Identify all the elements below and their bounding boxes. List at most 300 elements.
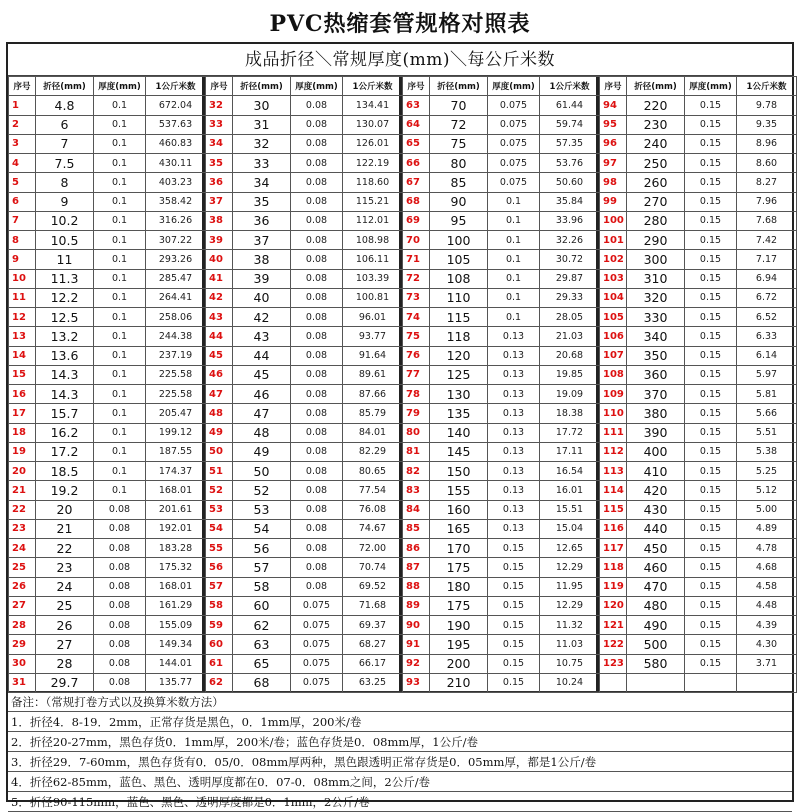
row-index: 49	[206, 423, 233, 442]
row-meters: 63.25	[343, 673, 403, 692]
row-diameter: 45	[233, 365, 291, 384]
row-index: 25	[9, 558, 36, 577]
table-row	[9, 288, 206, 307]
row-diameter: 56	[233, 539, 291, 558]
row-diameter: 72	[430, 115, 488, 134]
row-index: 95	[600, 115, 627, 134]
table-row	[600, 211, 797, 230]
row-diameter: 12.5	[36, 308, 94, 327]
row-thickness: 0.1	[94, 154, 146, 173]
table-row	[9, 500, 206, 519]
row-index: 78	[403, 385, 430, 404]
spec-block-3	[402, 76, 599, 691]
row-diameter: 85	[430, 173, 488, 192]
row-meters: 168.01	[146, 481, 206, 500]
row-index: 69	[403, 211, 430, 230]
row-meters: 7.68	[737, 211, 797, 230]
row-index: 14	[9, 346, 36, 365]
row-meters: 237.19	[146, 346, 206, 365]
row-meters: 5.38	[737, 442, 797, 461]
row-index: 35	[206, 154, 233, 173]
header-diameter: 折径(mm)	[233, 77, 291, 96]
row-index: 27	[9, 596, 36, 615]
row-diameter: 29.7	[36, 673, 94, 692]
row-diameter: 360	[627, 365, 685, 384]
table-row	[600, 173, 797, 192]
table-row	[206, 211, 403, 230]
row-index: 38	[206, 211, 233, 230]
row-index: 21	[9, 481, 36, 500]
row-thickness: 0.075	[291, 616, 343, 635]
table-row	[206, 616, 403, 635]
row-index: 47	[206, 385, 233, 404]
table-row	[9, 115, 206, 134]
row-index: 77	[403, 365, 430, 384]
table-row	[403, 616, 600, 635]
row-thickness: 0.15	[685, 308, 737, 327]
table-row	[206, 423, 403, 442]
row-meters: 112.01	[343, 211, 403, 230]
row-thickness: 0.075	[488, 96, 540, 115]
row-diameter: 400	[627, 442, 685, 461]
header-thickness: 厚度(mm)	[488, 77, 540, 96]
row-index: 45	[206, 346, 233, 365]
row-meters: 5.00	[737, 500, 797, 519]
row-diameter: 440	[627, 519, 685, 538]
row-index: 120	[600, 596, 627, 615]
row-diameter: 410	[627, 462, 685, 481]
row-index: 50	[206, 442, 233, 461]
table-row	[403, 231, 600, 250]
row-thickness: 0.08	[291, 173, 343, 192]
row-meters: 59.74	[540, 115, 600, 134]
row-thickness: 0.075	[291, 596, 343, 615]
row-diameter: 11	[36, 250, 94, 269]
row-diameter: 32	[233, 134, 291, 153]
row-diameter: 58	[233, 577, 291, 596]
row-index: 46	[206, 365, 233, 384]
row-thickness: 0.1	[94, 231, 146, 250]
row-meters: 122.19	[343, 154, 403, 173]
row-thickness: 0.15	[488, 635, 540, 654]
table-row	[9, 231, 206, 250]
row-meters: 6.14	[737, 346, 797, 365]
row-thickness: 0.13	[488, 385, 540, 404]
row-meters: 199.12	[146, 423, 206, 442]
row-diameter: 63	[233, 635, 291, 654]
row-index: 92	[403, 654, 430, 673]
row-meters: 17.11	[540, 442, 600, 461]
row-thickness: 0.1	[94, 192, 146, 211]
note-line: 1．折径4．8-19．2mm，正常存货是黑色，0．1mm厚，200米/卷	[8, 712, 792, 732]
row-thickness: 0.15	[685, 288, 737, 307]
row-index: 10	[9, 269, 36, 288]
table-header-row	[9, 77, 206, 96]
row-thickness: 0.15	[685, 539, 737, 558]
row-thickness: 0.08	[291, 231, 343, 250]
row-index: 102	[600, 250, 627, 269]
row-meters: 192.01	[146, 519, 206, 538]
row-index: 41	[206, 269, 233, 288]
row-thickness: 0.08	[291, 423, 343, 442]
row-diameter: 13.6	[36, 346, 94, 365]
row-diameter: 65	[233, 654, 291, 673]
row-meters: 5.25	[737, 462, 797, 481]
row-diameter: 490	[627, 616, 685, 635]
row-index: 51	[206, 462, 233, 481]
notes-heading: 备注：（常规打卷方式以及换算米数方法）	[8, 692, 792, 712]
spec-table-blocks	[8, 76, 792, 692]
row-index: 16	[9, 385, 36, 404]
row-meters: 69.37	[343, 616, 403, 635]
table-row	[403, 673, 600, 692]
row-meters: 70.74	[343, 558, 403, 577]
row-thickness: 0.08	[291, 154, 343, 173]
row-thickness: 0.08	[291, 250, 343, 269]
row-diameter: 110	[430, 288, 488, 307]
row-diameter: 480	[627, 596, 685, 615]
row-thickness: 0.15	[488, 596, 540, 615]
table-row	[206, 115, 403, 134]
table-row	[600, 385, 797, 404]
row-meters: 10.24	[540, 673, 600, 692]
row-diameter: 280	[627, 211, 685, 230]
spec-sheet-frame	[6, 42, 794, 809]
table-row	[403, 269, 600, 288]
row-diameter: 155	[430, 481, 488, 500]
row-meters: 144.01	[146, 654, 206, 673]
row-diameter: 10.5	[36, 231, 94, 250]
row-diameter: 8	[36, 173, 94, 192]
row-meters: 15.51	[540, 500, 600, 519]
row-meters: 87.66	[343, 385, 403, 404]
row-diameter: 6	[36, 115, 94, 134]
header-meters: 1公斤米数	[343, 77, 403, 96]
row-diameter: 4.8	[36, 96, 94, 115]
row-thickness: 0.13	[488, 423, 540, 442]
row-meters: 134.41	[343, 96, 403, 115]
row-diameter: 140	[430, 423, 488, 442]
row-meters: 358.42	[146, 192, 206, 211]
table-row	[403, 577, 600, 596]
row-index: 29	[9, 635, 36, 654]
row-diameter: 39	[233, 269, 291, 288]
row-meters: 66.17	[343, 654, 403, 673]
table-row	[403, 211, 600, 230]
row-meters: 19.85	[540, 365, 600, 384]
row-diameter: 118	[430, 327, 488, 346]
row-thickness: 0.1	[94, 173, 146, 192]
row-meters: 6.72	[737, 288, 797, 307]
table-row	[600, 462, 797, 481]
table-row	[403, 115, 600, 134]
row-index: 98	[600, 173, 627, 192]
table-row	[600, 96, 797, 115]
table-row	[600, 365, 797, 384]
row-meters: 8.96	[737, 134, 797, 153]
row-meters: 672.04	[146, 96, 206, 115]
row-thickness: 0.15	[685, 519, 737, 538]
table-row	[403, 250, 600, 269]
row-thickness: 0.1	[94, 365, 146, 384]
row-diameter: 500	[627, 635, 685, 654]
row-index: 9	[9, 250, 36, 269]
row-thickness: 0.08	[291, 481, 343, 500]
header-index: 序号	[403, 77, 430, 96]
row-index: 3	[9, 134, 36, 153]
row-meters: 4.48	[737, 596, 797, 615]
table-row	[206, 192, 403, 211]
row-thickness: 0.08	[291, 192, 343, 211]
table-row	[403, 442, 600, 461]
row-thickness: 0.08	[94, 500, 146, 519]
row-index: 18	[9, 423, 36, 442]
row-index: 39	[206, 231, 233, 250]
row-diameter: 12.2	[36, 288, 94, 307]
spec-table	[205, 76, 403, 693]
row-thickness: 0.15	[685, 404, 737, 423]
table-row	[9, 269, 206, 288]
row-diameter: 27	[36, 635, 94, 654]
table-row	[600, 288, 797, 307]
row-diameter: 22	[36, 539, 94, 558]
row-thickness: 0.15	[685, 442, 737, 461]
table-row	[9, 96, 206, 115]
row-thickness: 0.1	[94, 288, 146, 307]
row-index: 109	[600, 385, 627, 404]
row-index: 32	[206, 96, 233, 115]
row-index: 63	[403, 96, 430, 115]
table-row	[9, 673, 206, 692]
row-index: 11	[9, 288, 36, 307]
row-diameter: 165	[430, 519, 488, 538]
row-thickness: 0.15	[685, 462, 737, 481]
row-thickness: 0.13	[488, 442, 540, 461]
row-diameter: 47	[233, 404, 291, 423]
row-diameter: 14.3	[36, 365, 94, 384]
row-index: 66	[403, 154, 430, 173]
row-diameter: 220	[627, 96, 685, 115]
row-meters: 108.98	[343, 231, 403, 250]
row-thickness: 0.15	[488, 558, 540, 577]
row-meters: 285.47	[146, 269, 206, 288]
table-row	[600, 539, 797, 558]
row-meters: 168.01	[146, 577, 206, 596]
row-index: 86	[403, 539, 430, 558]
row-thickness: 0.1	[94, 96, 146, 115]
row-diameter: 7.5	[36, 154, 94, 173]
header-diameter: 折径(mm)	[430, 77, 488, 96]
table-row	[600, 327, 797, 346]
row-meters: 80.65	[343, 462, 403, 481]
row-meters: 4.30	[737, 635, 797, 654]
row-thickness: 0.08	[94, 673, 146, 692]
row-thickness: 0.15	[685, 134, 737, 153]
table-row	[403, 519, 600, 538]
row-meters: 29.87	[540, 269, 600, 288]
spec-block-4	[599, 76, 796, 691]
row-index: 55	[206, 539, 233, 558]
row-meters: 69.52	[343, 577, 403, 596]
table-row	[600, 596, 797, 615]
row-meters: 174.37	[146, 462, 206, 481]
row-diameter: 33	[233, 154, 291, 173]
table-row	[9, 519, 206, 538]
row-diameter: 15.7	[36, 404, 94, 423]
row-meters: 89.61	[343, 365, 403, 384]
row-meters: 91.64	[343, 346, 403, 365]
table-row	[206, 231, 403, 250]
row-index: 33	[206, 115, 233, 134]
row-diameter: 37	[233, 231, 291, 250]
row-diameter: 380	[627, 404, 685, 423]
row-diameter: 115	[430, 308, 488, 327]
table-row	[9, 173, 206, 192]
row-meters: 74.67	[343, 519, 403, 538]
row-diameter	[627, 673, 685, 692]
row-thickness: 0.15	[685, 423, 737, 442]
table-row	[403, 539, 600, 558]
row-meters: 103.39	[343, 269, 403, 288]
row-meters: 93.77	[343, 327, 403, 346]
row-meters: 5.51	[737, 423, 797, 442]
row-diameter: 7	[36, 134, 94, 153]
row-index: 59	[206, 616, 233, 635]
row-diameter: 190	[430, 616, 488, 635]
row-meters: 76.08	[343, 500, 403, 519]
row-thickness: 0.08	[94, 596, 146, 615]
row-diameter: 53	[233, 500, 291, 519]
row-diameter: 210	[430, 673, 488, 692]
row-thickness: 0.1	[94, 442, 146, 461]
row-thickness: 0.15	[685, 654, 737, 673]
row-meters: 61.44	[540, 96, 600, 115]
row-thickness: 0.08	[291, 519, 343, 538]
row-diameter: 250	[627, 154, 685, 173]
row-thickness: 0.08	[291, 134, 343, 153]
row-meters: 29.33	[540, 288, 600, 307]
row-diameter: 9	[36, 192, 94, 211]
row-diameter: 460	[627, 558, 685, 577]
row-thickness: 0.13	[488, 404, 540, 423]
row-thickness: 0.08	[291, 269, 343, 288]
row-index: 62	[206, 673, 233, 692]
row-meters: 7.17	[737, 250, 797, 269]
row-thickness: 0.1	[488, 211, 540, 230]
row-meters	[737, 673, 797, 692]
row-thickness: 0.075	[291, 635, 343, 654]
row-meters: 96.01	[343, 308, 403, 327]
row-diameter: 80	[430, 154, 488, 173]
table-row	[206, 308, 403, 327]
row-meters: 12.29	[540, 596, 600, 615]
row-meters: 4.68	[737, 558, 797, 577]
table-row	[403, 385, 600, 404]
row-meters: 30.72	[540, 250, 600, 269]
row-index: 4	[9, 154, 36, 173]
row-thickness: 0.1	[94, 404, 146, 423]
row-diameter: 320	[627, 288, 685, 307]
row-diameter: 260	[627, 173, 685, 192]
table-row	[9, 442, 206, 461]
table-row	[9, 192, 206, 211]
row-diameter: 175	[430, 596, 488, 615]
row-diameter: 95	[430, 211, 488, 230]
row-index: 40	[206, 250, 233, 269]
row-meters: 57.35	[540, 134, 600, 153]
row-diameter: 90	[430, 192, 488, 211]
row-thickness: 0.15	[685, 269, 737, 288]
row-diameter: 20	[36, 500, 94, 519]
table-row	[600, 442, 797, 461]
row-thickness: 0.15	[685, 192, 737, 211]
table-row	[600, 231, 797, 250]
row-diameter: 60	[233, 596, 291, 615]
table-row	[206, 539, 403, 558]
row-diameter: 230	[627, 115, 685, 134]
row-meters: 106.11	[343, 250, 403, 269]
row-diameter: 430	[627, 500, 685, 519]
row-thickness: 0.08	[94, 558, 146, 577]
table-row	[206, 635, 403, 654]
row-thickness: 0.15	[685, 596, 737, 615]
table-row	[403, 558, 600, 577]
row-index: 82	[403, 462, 430, 481]
row-thickness: 0.15	[488, 654, 540, 673]
row-index: 103	[600, 269, 627, 288]
table-row	[600, 519, 797, 538]
row-diameter: 340	[627, 327, 685, 346]
row-diameter: 21	[36, 519, 94, 538]
row-diameter: 70	[430, 96, 488, 115]
row-meters: 5.81	[737, 385, 797, 404]
row-index: 1	[9, 96, 36, 115]
row-meters: 21.03	[540, 327, 600, 346]
row-thickness: 0.075	[488, 173, 540, 192]
row-index: 100	[600, 211, 627, 230]
row-index: 76	[403, 346, 430, 365]
row-thickness: 0.1	[94, 250, 146, 269]
row-thickness: 0.15	[488, 539, 540, 558]
row-index: 97	[600, 154, 627, 173]
table-row	[600, 269, 797, 288]
row-thickness: 0.08	[291, 327, 343, 346]
row-index: 117	[600, 539, 627, 558]
row-diameter: 310	[627, 269, 685, 288]
row-diameter: 40	[233, 288, 291, 307]
row-meters: 3.71	[737, 654, 797, 673]
row-index: 30	[9, 654, 36, 673]
row-thickness: 0.1	[94, 481, 146, 500]
row-meters: 10.75	[540, 654, 600, 673]
row-diameter: 16.2	[36, 423, 94, 442]
header-thickness: 厚度(mm)	[94, 77, 146, 96]
table-row	[600, 250, 797, 269]
table-row	[403, 365, 600, 384]
row-thickness: 0.1	[488, 192, 540, 211]
table-row	[9, 539, 206, 558]
row-thickness: 0.08	[291, 288, 343, 307]
row-thickness: 0.075	[488, 115, 540, 134]
row-index: 121	[600, 616, 627, 635]
row-index: 5	[9, 173, 36, 192]
row-index: 23	[9, 519, 36, 538]
row-diameter: 11.3	[36, 269, 94, 288]
row-meters: 6.94	[737, 269, 797, 288]
row-diameter: 105	[430, 250, 488, 269]
row-meters: 12.65	[540, 539, 600, 558]
header-thickness: 厚度(mm)	[685, 77, 737, 96]
